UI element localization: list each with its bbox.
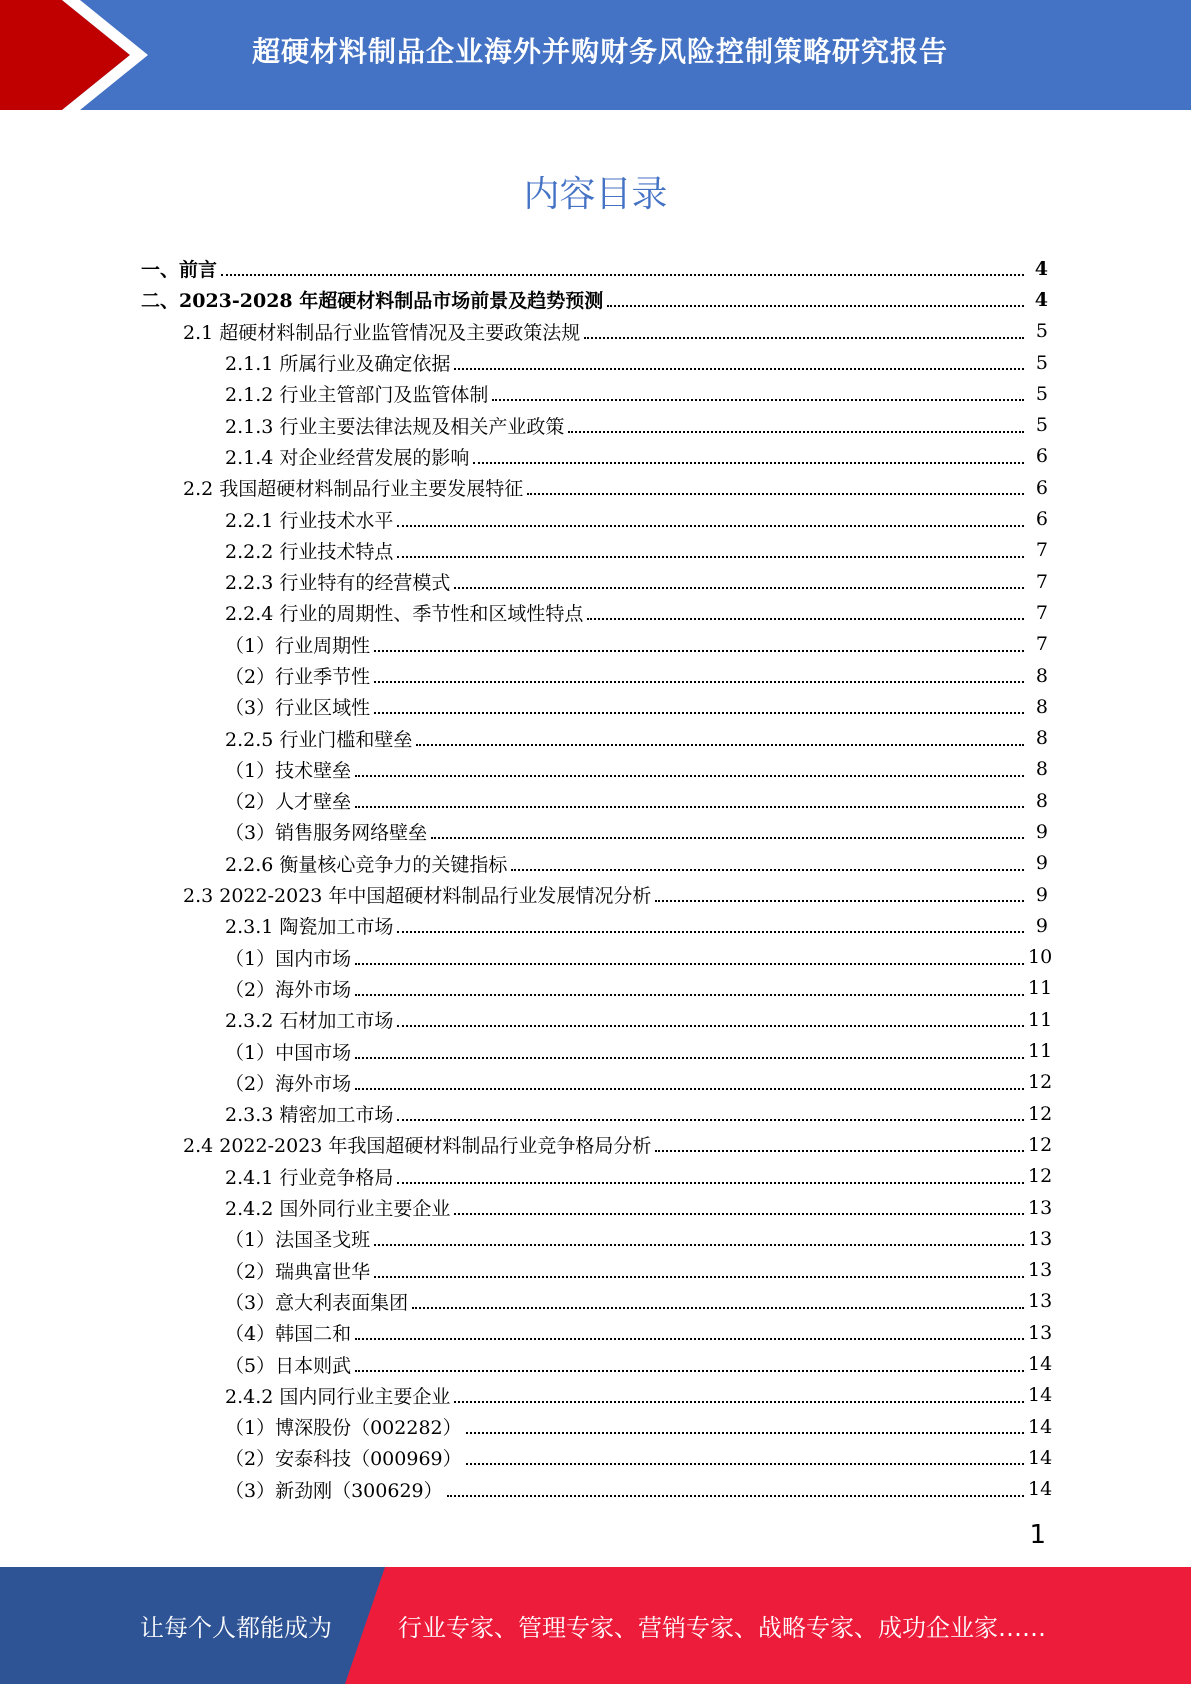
toc-entry-label: （2）海外市场 bbox=[225, 1072, 352, 1095]
toc-entry-label: 2.3 2022-2023 年中国超硬材料制品行业发展情况分析 bbox=[183, 885, 652, 908]
toc-entry-label: 2.4.2 国外同行业主要企业 bbox=[225, 1198, 451, 1221]
toc-entry-page: 12 bbox=[1028, 1071, 1053, 1094]
toc-entry[interactable] bbox=[0, 441, 1191, 472]
toc-dot-leader bbox=[355, 975, 1024, 996]
toc-entry-page: 13 bbox=[1028, 1227, 1053, 1250]
toc-entry[interactable] bbox=[0, 1223, 1191, 1254]
toc-entry-page: 12 bbox=[1028, 1133, 1053, 1156]
toc-entry-label: （1）国内市场 bbox=[225, 947, 352, 970]
toc-dot-leader bbox=[587, 599, 1024, 620]
toc-entry-label: 2.2.6 衡量核心竞争力的关键指标 bbox=[225, 853, 508, 876]
toc-entry[interactable] bbox=[0, 879, 1191, 910]
toc-dot-leader bbox=[466, 1413, 1024, 1434]
toc-dot-leader bbox=[454, 1382, 1024, 1403]
toc-entry-label: （3）新劲刚（300629） bbox=[225, 1479, 443, 1502]
toc-entry[interactable] bbox=[0, 1004, 1191, 1035]
chevron-arrow-icon bbox=[0, 0, 160, 110]
toc-entry-label: 一、前言 bbox=[141, 259, 218, 282]
toc-entry-page: 14 bbox=[1028, 1384, 1053, 1407]
toc-entry-page: 4 bbox=[1034, 288, 1048, 311]
toc-entry[interactable] bbox=[0, 785, 1191, 816]
toc-entry[interactable] bbox=[0, 1380, 1191, 1411]
toc-entry[interactable] bbox=[0, 848, 1191, 879]
toc-entry-page: 10 bbox=[1028, 946, 1053, 969]
toc-entry[interactable] bbox=[0, 378, 1191, 409]
toc-entry[interactable] bbox=[0, 409, 1191, 440]
toc-entry[interactable] bbox=[0, 597, 1191, 628]
toc-entry-label: （1）博深股份（002282） bbox=[225, 1417, 462, 1440]
toc-entry-label: 二、2023-2028 年超硬材料制品市场前景及趋势预测 bbox=[141, 290, 604, 313]
toc-dot-leader bbox=[397, 506, 1024, 527]
toc-dot-leader bbox=[431, 818, 1024, 839]
toc-entry-label: 2.2.4 行业的周期性、季节性和区域性特点 bbox=[225, 603, 584, 626]
toc-dot-leader bbox=[355, 1069, 1024, 1090]
toc-entry-page: 7 bbox=[1035, 601, 1048, 624]
toc-entry[interactable] bbox=[0, 1348, 1191, 1379]
toc-dot-leader bbox=[584, 318, 1024, 339]
toc-dot-leader bbox=[355, 756, 1024, 777]
toc-entry[interactable] bbox=[0, 1442, 1191, 1473]
toc-entry-page: 13 bbox=[1028, 1259, 1053, 1282]
toc-dot-leader bbox=[374, 631, 1024, 652]
toc-entry-page: 6 bbox=[1035, 476, 1048, 499]
report-title: 超硬材料制品企业海外并购财务风险控制策略研究报告 bbox=[251, 35, 948, 68]
toc-entry-page: 11 bbox=[1028, 977, 1053, 1000]
toc-entry-label: 2.3.3 精密加工市场 bbox=[225, 1104, 394, 1127]
toc-entry-label: 2.2.5 行业门槛和壁垒 bbox=[225, 728, 413, 751]
toc-entry-label: 2.3.2 石材加工市场 bbox=[225, 1010, 394, 1033]
toc-dot-leader bbox=[473, 443, 1024, 464]
toc-entry-label: （2）行业季节性 bbox=[225, 666, 371, 688]
toc-entry[interactable] bbox=[0, 660, 1191, 691]
toc-entry-page: 8 bbox=[1035, 664, 1048, 687]
toc-dot-leader bbox=[397, 912, 1024, 933]
toc-entry-page: 9 bbox=[1035, 852, 1048, 875]
toc-dot-leader bbox=[412, 1288, 1024, 1309]
toc-entry-label: 2.2.3 行业特有的经营模式 bbox=[225, 572, 451, 595]
toc-entry-label: （1）法国圣戈班 bbox=[225, 1229, 371, 1252]
toc-dot-leader bbox=[607, 286, 1024, 307]
toc-entry[interactable] bbox=[0, 629, 1191, 660]
toc-entry-label: 2.3.1 陶瓷加工市场 bbox=[225, 916, 394, 939]
toc-entry-page: 12 bbox=[1028, 1102, 1053, 1125]
footer-slogan-right: 行业专家、管理专家、营销专家、战略专家、成功企业家…… bbox=[398, 1614, 1046, 1642]
footer-slogan-left: 让每个人都能成为 bbox=[140, 1614, 332, 1642]
toc-entry-page: 13 bbox=[1028, 1321, 1053, 1344]
toc-entry[interactable] bbox=[0, 535, 1191, 566]
report-header bbox=[0, 0, 1191, 110]
toc-dot-leader bbox=[568, 412, 1024, 433]
toc-entry[interactable] bbox=[0, 1255, 1191, 1286]
toc-entry-label: 2.4.1 行业竞争格局 bbox=[225, 1166, 394, 1189]
toc-dot-leader bbox=[492, 380, 1024, 401]
toc-dot-leader bbox=[416, 725, 1024, 746]
toc-entry-label: （5）日本则武 bbox=[225, 1354, 352, 1377]
toc-entry-label: 2.2 我国超硬材料制品行业主要发展特征 bbox=[183, 478, 524, 501]
toc-entry-page: 14 bbox=[1028, 1353, 1053, 1376]
toc-entry-page: 12 bbox=[1028, 1165, 1053, 1188]
toc-entry[interactable] bbox=[0, 253, 1191, 284]
toc-dot-leader bbox=[355, 1319, 1024, 1340]
toc-entry-label: （2）瑞典富世华 bbox=[225, 1260, 371, 1283]
toc-entry-label: （3）销售服务网络壁垒 bbox=[225, 822, 428, 845]
toc-dot-leader bbox=[397, 1100, 1024, 1121]
toc-dot-leader bbox=[221, 255, 1024, 276]
toc-entry-label: （1）中国市场 bbox=[225, 1041, 352, 1064]
toc-entry-page: 8 bbox=[1035, 789, 1048, 812]
toc-entry-page: 8 bbox=[1035, 727, 1048, 750]
toc-entry[interactable] bbox=[0, 316, 1191, 347]
toc-entry-label: （3）意大利表面集团 bbox=[225, 1291, 409, 1314]
toc-title: 内容目录 bbox=[523, 174, 668, 215]
toc-dot-leader bbox=[374, 1257, 1024, 1278]
toc-entry[interactable] bbox=[0, 942, 1191, 973]
toc-entry-label: （2）人才壁垒 bbox=[225, 791, 352, 814]
toc-entry-page: 9 bbox=[1035, 914, 1048, 937]
toc-entry[interactable] bbox=[0, 1474, 1191, 1505]
toc-dot-leader bbox=[655, 1131, 1024, 1152]
toc-dot-leader bbox=[355, 1038, 1024, 1059]
toc-entry-page: 8 bbox=[1035, 695, 1048, 718]
toc-entry-page: 8 bbox=[1035, 758, 1048, 781]
toc-entry[interactable] bbox=[0, 472, 1191, 503]
toc-dot-leader bbox=[466, 1444, 1024, 1465]
toc-entry[interactable] bbox=[0, 347, 1191, 378]
toc-entry-page: 6 bbox=[1035, 445, 1048, 468]
toc-entry-page: 7 bbox=[1035, 570, 1048, 593]
toc-entry-page: 9 bbox=[1035, 883, 1048, 906]
toc-entry[interactable] bbox=[0, 503, 1191, 534]
toc-entry-label: 2.1.1 所属行业及确定依据 bbox=[225, 353, 451, 376]
toc-entry[interactable] bbox=[0, 691, 1191, 722]
toc-entry-label: 2.1.3 行业主要法律法规及相关产业政策 bbox=[225, 415, 565, 438]
toc-entry-label: （2）安泰科技（000969） bbox=[225, 1448, 462, 1471]
toc-dot-leader bbox=[397, 537, 1024, 558]
toc-entry-label: 2.4.2 国内同行业主要企业 bbox=[225, 1385, 451, 1408]
toc-entry[interactable] bbox=[0, 722, 1191, 753]
toc-entry-page: 14 bbox=[1028, 1478, 1053, 1501]
toc-entry-page: 5 bbox=[1035, 414, 1048, 437]
toc-entry-label: 2.1.4 对企业经营发展的影响 bbox=[225, 446, 470, 469]
toc-entry[interactable] bbox=[0, 1286, 1191, 1317]
toc-entry[interactable] bbox=[0, 284, 1191, 315]
page-number: 1 bbox=[1029, 1520, 1046, 1550]
toc-entry-label: 2.2.2 行业技术特点 bbox=[225, 540, 394, 563]
table-of-contents bbox=[0, 253, 1191, 1505]
toc-entry[interactable] bbox=[0, 566, 1191, 597]
toc-dot-leader bbox=[655, 881, 1024, 902]
toc-dot-leader bbox=[397, 1163, 1024, 1184]
toc-entry-label: （2）海外市场 bbox=[225, 978, 352, 1001]
toc-dot-leader bbox=[454, 1194, 1024, 1215]
toc-entry-page: 6 bbox=[1035, 508, 1048, 531]
toc-dot-leader bbox=[374, 1225, 1024, 1246]
toc-entry-page: 7 bbox=[1035, 633, 1048, 656]
toc-entry-page: 11 bbox=[1028, 1008, 1053, 1031]
toc-dot-leader bbox=[447, 1476, 1024, 1497]
toc-entry[interactable] bbox=[0, 1035, 1191, 1066]
toc-dot-leader bbox=[527, 474, 1024, 495]
toc-entry-page: 5 bbox=[1035, 382, 1048, 405]
toc-entry[interactable] bbox=[0, 1411, 1191, 1442]
toc-entry[interactable] bbox=[0, 1098, 1191, 1129]
toc-entry[interactable] bbox=[0, 1192, 1191, 1223]
toc-entry[interactable] bbox=[0, 1067, 1191, 1098]
toc-entry-page: 7 bbox=[1035, 539, 1048, 562]
toc-entry[interactable] bbox=[0, 1317, 1191, 1348]
toc-entry[interactable] bbox=[0, 973, 1191, 1004]
toc-dot-leader bbox=[355, 1351, 1024, 1372]
toc-entry-page: 5 bbox=[1035, 320, 1048, 343]
toc-dot-leader bbox=[374, 693, 1024, 714]
toc-entry-page: 5 bbox=[1035, 351, 1048, 374]
toc-entry-label: （4）韩国二和 bbox=[225, 1323, 352, 1346]
toc-entry-label: 2.1.2 行业主管部门及监管体制 bbox=[225, 384, 489, 407]
toc-entry-page: 14 bbox=[1028, 1446, 1053, 1469]
report-footer bbox=[0, 1567, 1191, 1684]
toc-entry-label: （1）行业周期性 bbox=[225, 634, 371, 657]
toc-entry[interactable] bbox=[0, 1129, 1191, 1160]
toc-entry-page: 4 bbox=[1034, 257, 1048, 280]
toc-entry[interactable] bbox=[0, 816, 1191, 847]
toc-entry-label: 2.4 2022-2023 年我国超硬材料制品行业竞争格局分析 bbox=[183, 1135, 652, 1158]
toc-dot-leader bbox=[454, 349, 1024, 370]
toc-entry-page: 13 bbox=[1028, 1196, 1053, 1219]
toc-dot-leader bbox=[355, 944, 1024, 965]
toc-entry-page: 9 bbox=[1035, 820, 1048, 843]
toc-entry-page: 14 bbox=[1028, 1415, 1053, 1438]
toc-entry-label: （3）行业区域性 bbox=[225, 697, 371, 720]
toc-dot-leader bbox=[374, 662, 1024, 683]
toc-entry[interactable] bbox=[0, 754, 1191, 785]
toc-entry-label: 2.1 超硬材料制品行业监管情况及主要政策法规 bbox=[183, 321, 581, 344]
toc-entry-label: 2.2.1 行业技术水平 bbox=[225, 509, 394, 532]
toc-dot-leader bbox=[511, 850, 1024, 871]
toc-dot-leader bbox=[454, 568, 1024, 589]
toc-entry-label: （1）技术壁垒 bbox=[225, 759, 352, 782]
toc-entry-page: 13 bbox=[1028, 1290, 1053, 1313]
toc-entry[interactable] bbox=[0, 910, 1191, 941]
toc-entry-page: 11 bbox=[1028, 1040, 1053, 1063]
toc-dot-leader bbox=[397, 1006, 1024, 1027]
toc-entry[interactable] bbox=[0, 1161, 1191, 1192]
toc-dot-leader bbox=[355, 787, 1024, 808]
